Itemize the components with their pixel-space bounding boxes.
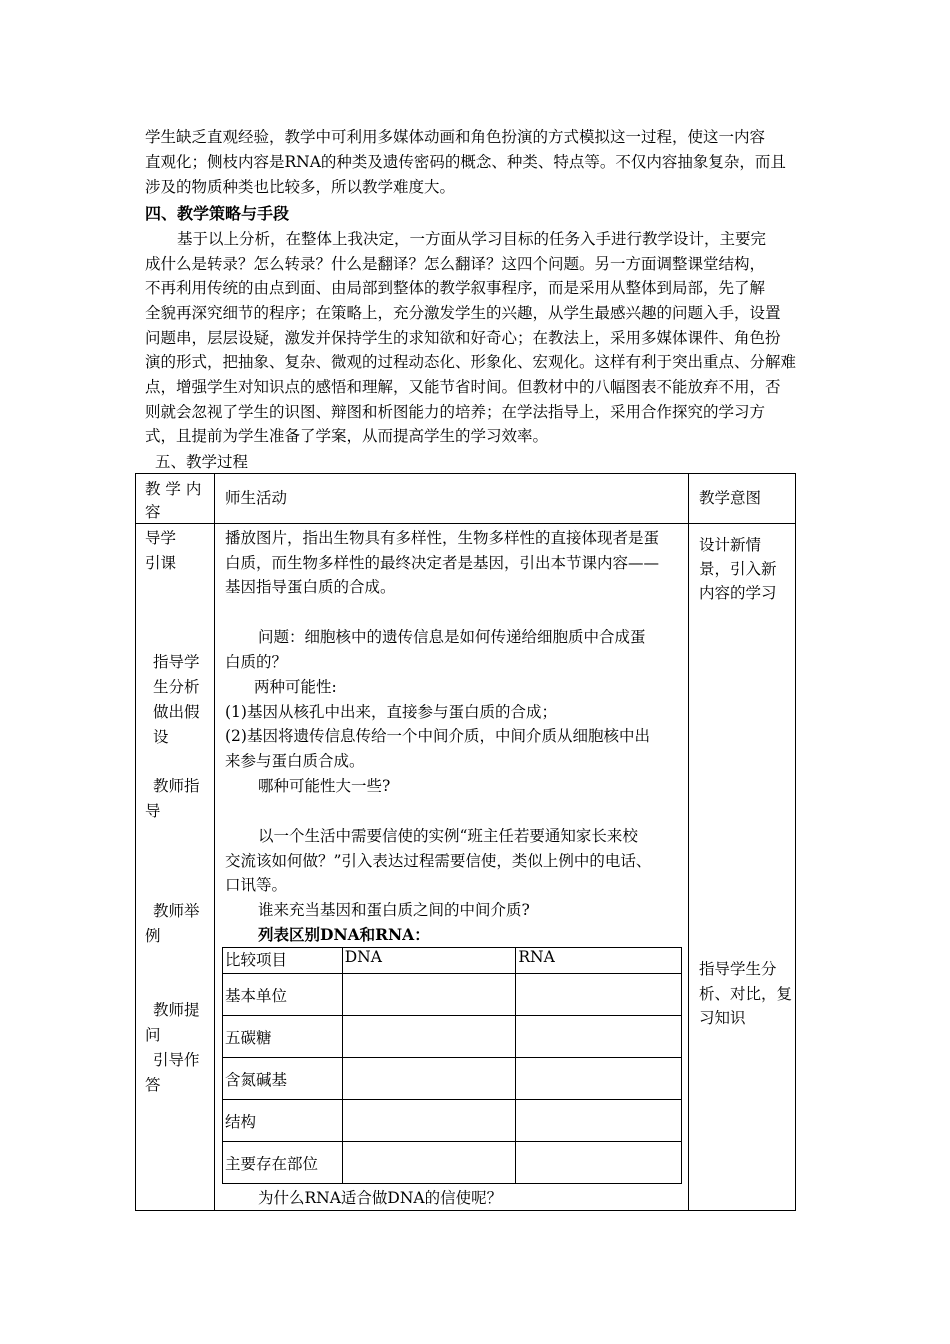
label-question-4: 答 [145,1076,161,1094]
table-col-divider-2 [688,473,689,1211]
table-border-top [135,473,795,474]
intent-2a: 指导学生分 [699,960,777,978]
intent-1b: 景，引入新 [699,560,777,578]
activity-example-1: 以一个生活中需要信使的实例“班主任若要通知家长来校 [258,827,638,845]
compare-row-label: 结构 [223,1100,343,1142]
table-border-right [795,473,796,1211]
activity-list-title: 列表区别DNA和RNA： [258,925,430,944]
intent-2c: 习知识 [699,1009,746,1027]
section4-line-2: 成什么是转录？怎么转录？什么是翻译？怎么翻译？这四个问题。另一方面调整课堂结构， [145,255,766,273]
header-content-line2: 容 [145,503,161,521]
compare-cell-rna [516,1058,682,1100]
label-question-1: 教师提 [153,1001,200,1019]
activity-example-3: 口讯等。 [225,876,288,894]
activity-question-2: 白质的？ [225,653,288,671]
header-activity: 师生活动 [225,489,288,507]
activity-intro-1: 播放图片，指出生物具有多样性，生物多样性的直接体现者是蛋 [225,529,660,547]
compare-row-label: 基本单位 [223,974,343,1016]
compare-cell-dna [342,1100,516,1142]
compare-row-label: 主要存在部位 [223,1142,343,1184]
section4-line-6: 演的形式，把抽象、复杂、微观的过程动态化、形象化、宏观化。这样有利于突出重点、分解难 [145,353,797,371]
label-example-1: 教师举 [153,902,200,920]
activity-question-1: 问题：细胞核中的遗传信息是如何传递给细胞质中合成蛋 [258,628,646,646]
compare-cell-rna [516,974,682,1016]
label-guide-2: 生分析 [153,678,200,696]
table-border-left [135,473,136,1211]
activity-why: 为什么RNA适合做DNA的信使呢？ [258,1189,503,1207]
compare-cell-dna [342,1016,516,1058]
section4-line-8: 则就会忽视了学生的识图、辩图和析图能力的培养；在学法指导上，采用合作探究的学习方 [145,403,766,421]
intro-line-1: 学生缺乏直观经验，教学中可利用多媒体动画和角色扮演的方式模拟这一过程，使这一内容 [145,128,766,146]
compare-header-item: 比较项目 [223,948,343,974]
label-yinke: 引课 [145,554,177,572]
section4-line-3: 不再利用传统的由点到面、由局部到整体的教学叙事程序，而是采用从整体到局部，先了解 [145,279,766,297]
activity-possibility-title: 两种可能性: [254,678,337,696]
label-example-2: 例 [145,927,161,945]
activity-possibility-2b: 来参与蛋白质合成。 [225,752,365,770]
intent-1a: 设计新情 [699,536,762,554]
compare-row [223,1142,682,1184]
header-content-line1: 教 学 内 [145,480,202,498]
compare-cell-dna [342,1058,516,1100]
section4-line-1: 基于以上分析，在整体上我决定，一方面从学习目标的任务入手进行教学设计，主要完 [177,230,767,248]
compare-cell-dna [342,974,516,1016]
table-header-divider [135,523,795,524]
label-teacher-guide-2: 导 [145,802,161,820]
compare-header-dna: DNA [342,948,516,974]
compare-row [223,1016,682,1058]
intent-1c: 内容的学习 [699,584,777,602]
table-col-divider-1 [214,473,215,1211]
label-daoxue: 导学 [145,529,177,547]
section4-line-4: 全貌再深究细节的程序；在策略上，充分激发学生的兴趣，从学生最感兴趣的问题入手，设置 [145,304,781,322]
activity-possibility-2a: (2)基因将遗传信息传给一个中间介质，中间介质从细胞核中出 [225,727,650,745]
section4-line-5: 问题串，层层设疑，激发并保持学生的求知欲和好奇心；在教法上，采用多媒体课件、角色扮 [145,329,781,347]
activity-which: 哪种可能性大一些? [258,777,391,795]
compare-row [223,1100,682,1142]
section5-title: 五、教学过程 [155,453,249,471]
label-teacher-guide-1: 教师指 [153,777,200,795]
label-guide-4: 设 [153,728,169,746]
activity-who: 谁来充当基因和蛋白质之间的中间介质? [258,901,530,919]
compare-row-label: 五碳糖 [223,1016,343,1058]
activity-intro-3: 基因指导蛋白质的合成。 [225,578,396,596]
compare-row [223,974,682,1016]
label-question-3: 引导作 [153,1051,200,1069]
compare-cell-rna [516,1142,682,1184]
compare-row-label: 含氮碱基 [223,1058,343,1100]
compare-header-row [223,948,682,974]
intro-line-3: 涉及的物质种类也比较多，所以教学难度大。 [145,178,456,196]
section4-line-9: 式，且提前为学生准备了学案，从而提高学生的学习效率。 [145,427,549,445]
header-intent: 教学意图 [699,489,762,507]
compare-header-rna: RNA [516,948,682,974]
compare-row [223,1058,682,1100]
label-question-2: 问 [145,1026,161,1044]
activity-intro-2: 白质，而生物多样性的最终决定者是基因，引出本节课内容—— [225,554,660,572]
section4-line-7: 点，增强学生对知识点的感悟和理解，又能节省时间。但教材中的八幅图表不能放弃不用，否 [145,378,781,396]
dna-rna-compare-table [222,947,682,1184]
compare-cell-rna [516,1016,682,1058]
label-guide-3: 做出假 [153,703,200,721]
section4-title: 四、教学策略与手段 [145,204,290,223]
compare-cell-dna [342,1142,516,1184]
intent-2b: 析、对比，复 [699,985,793,1003]
activity-example-2: 交流该如何做？”引入表达过程需要信使，类似上例中的电话、 [225,852,652,870]
compare-cell-rna [516,1100,682,1142]
activity-possibility-1: (1)基因从核孔中出来，直接参与蛋白质的合成； [225,703,557,721]
intro-line-2: 直观化；侧枝内容是RNA的种类及遗传密码的概念、种类、特点等。不仅内容抽象复杂，而且 [145,153,786,171]
label-guide-1: 指导学 [153,653,200,671]
